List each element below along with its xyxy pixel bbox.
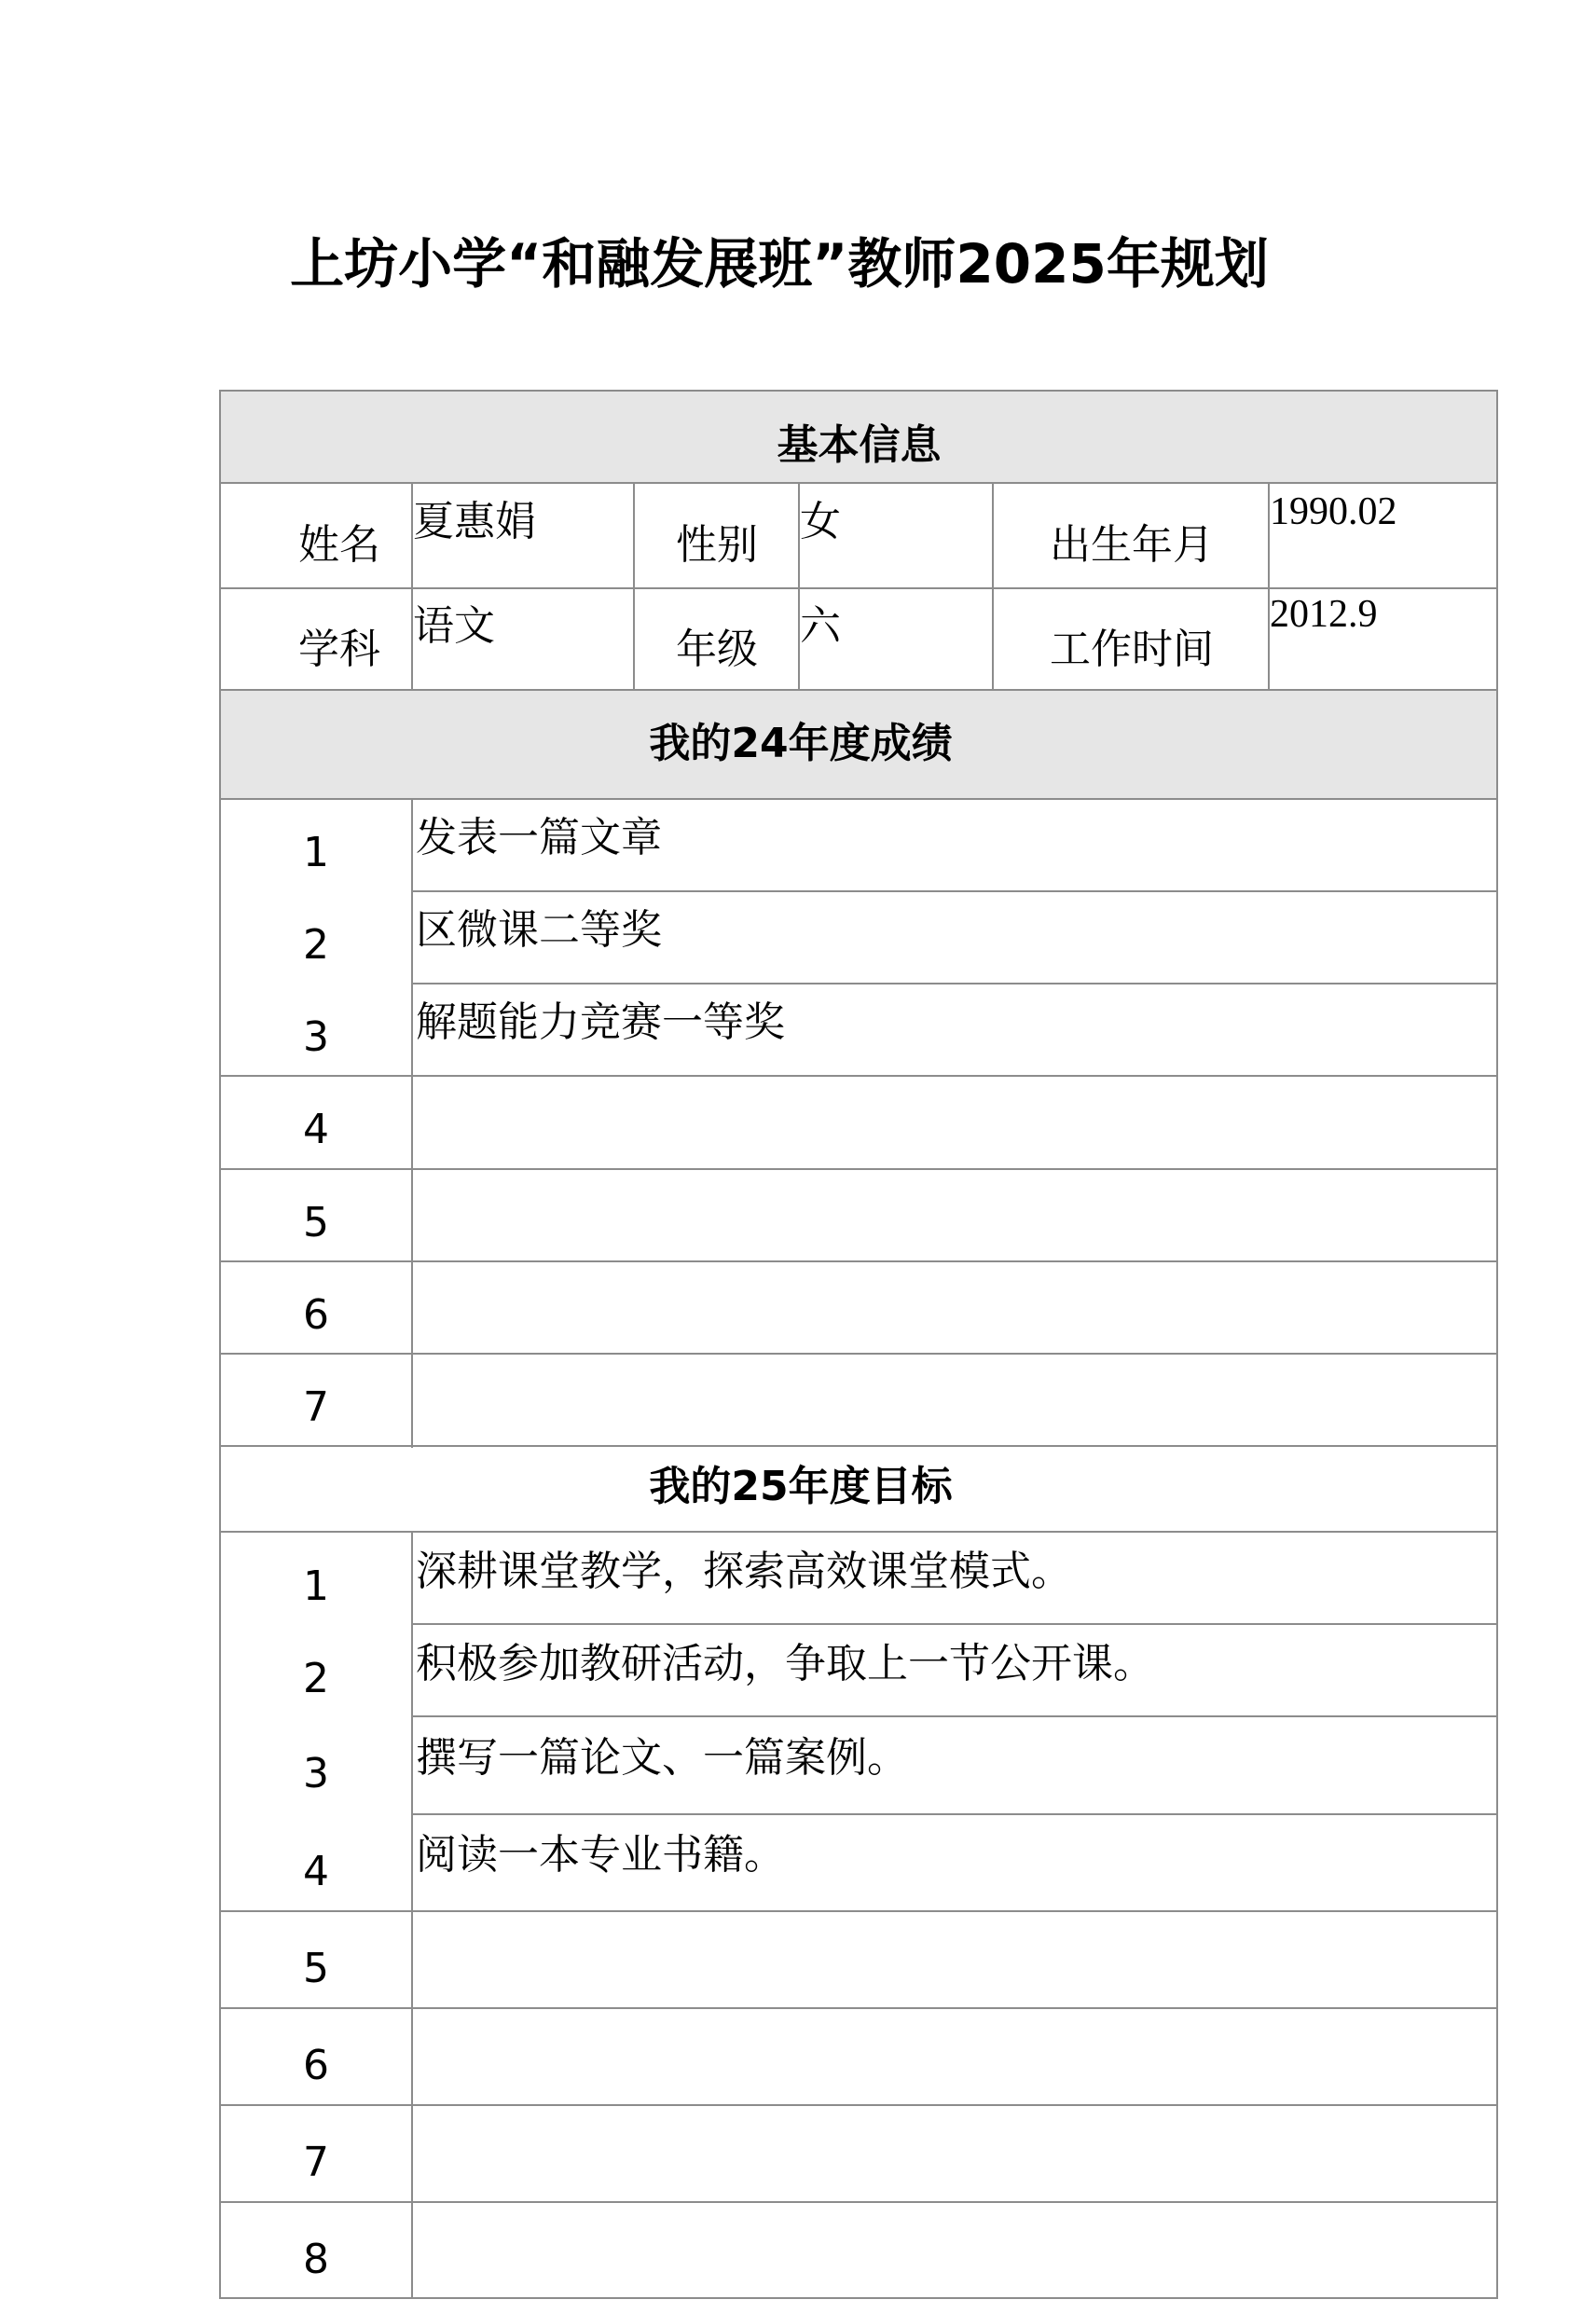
goal-text: 深耕课堂教学，探索高效课堂模式。 — [416, 1548, 1072, 1595]
gender-value: 女 — [800, 498, 841, 545]
table-border-right — [1496, 390, 1498, 2299]
achievement-num: 4 — [303, 1106, 329, 1153]
work-label: 工作时间 — [1050, 626, 1214, 673]
achievement-num: 1 — [303, 829, 329, 876]
goal-num: 6 — [303, 2042, 329, 2089]
table-border-top — [219, 390, 1498, 392]
table-rule-vertical — [411, 1531, 413, 2299]
achievement-num: 2 — [303, 921, 329, 969]
grade-value: 六 — [800, 602, 841, 650]
goal-num: 2 — [303, 1655, 329, 1702]
achievement-text: 区微课二等奖 — [416, 906, 662, 954]
basic-info-header: 基本信息 — [777, 421, 942, 469]
table-rule — [412, 1715, 1498, 1717]
goal-num: 3 — [303, 1750, 329, 1797]
goal-text: 阅读一本专业书籍。 — [416, 1831, 785, 1879]
goal-num: 5 — [303, 1945, 329, 1992]
subject-label: 学科 — [298, 626, 380, 673]
work-value: 2012.9 — [1270, 593, 1378, 636]
page-title: 上坊小学“和融发展班”教师2025年规划 — [290, 232, 1269, 296]
goal-num: 8 — [303, 2236, 329, 2283]
achievement-num: 6 — [303, 1291, 329, 1339]
achievement-text: 发表一篇文章 — [416, 814, 662, 861]
subject-value: 语文 — [413, 602, 495, 650]
table-border-left — [219, 390, 221, 2299]
table-rule — [412, 890, 1498, 892]
goals-header: 我的25年度目标 — [649, 1463, 953, 1510]
table-rule — [219, 689, 1498, 691]
table-rule — [412, 983, 1498, 984]
goal-text: 积极参加教研活动，争取上一节公开课。 — [416, 1640, 1154, 1687]
table-rule-vertical — [633, 482, 635, 689]
name-value: 夏惠娟 — [413, 498, 536, 545]
achievement-num: 5 — [303, 1199, 329, 1246]
goal-num: 1 — [303, 1563, 329, 1610]
table-rule-vertical — [992, 482, 994, 689]
achievements-header: 我的24年度成绩 — [649, 720, 953, 767]
birth-value: 1990.02 — [1270, 490, 1397, 533]
achievement-num: 3 — [303, 1013, 329, 1061]
table-rule — [412, 1623, 1498, 1625]
grade-label: 年级 — [676, 626, 758, 673]
birth-label: 出生年月 — [1050, 521, 1214, 569]
goal-text: 撰写一篇论文、一篇案例。 — [416, 1734, 908, 1782]
goal-num: 4 — [303, 1848, 329, 1895]
achievement-text: 解题能力竞赛一等奖 — [416, 998, 785, 1046]
table-rule — [412, 1813, 1498, 1815]
name-label: 姓名 — [298, 521, 380, 569]
achievement-num: 7 — [303, 1384, 329, 1431]
gender-label: 性别 — [676, 521, 758, 569]
goal-num: 7 — [303, 2139, 329, 2186]
